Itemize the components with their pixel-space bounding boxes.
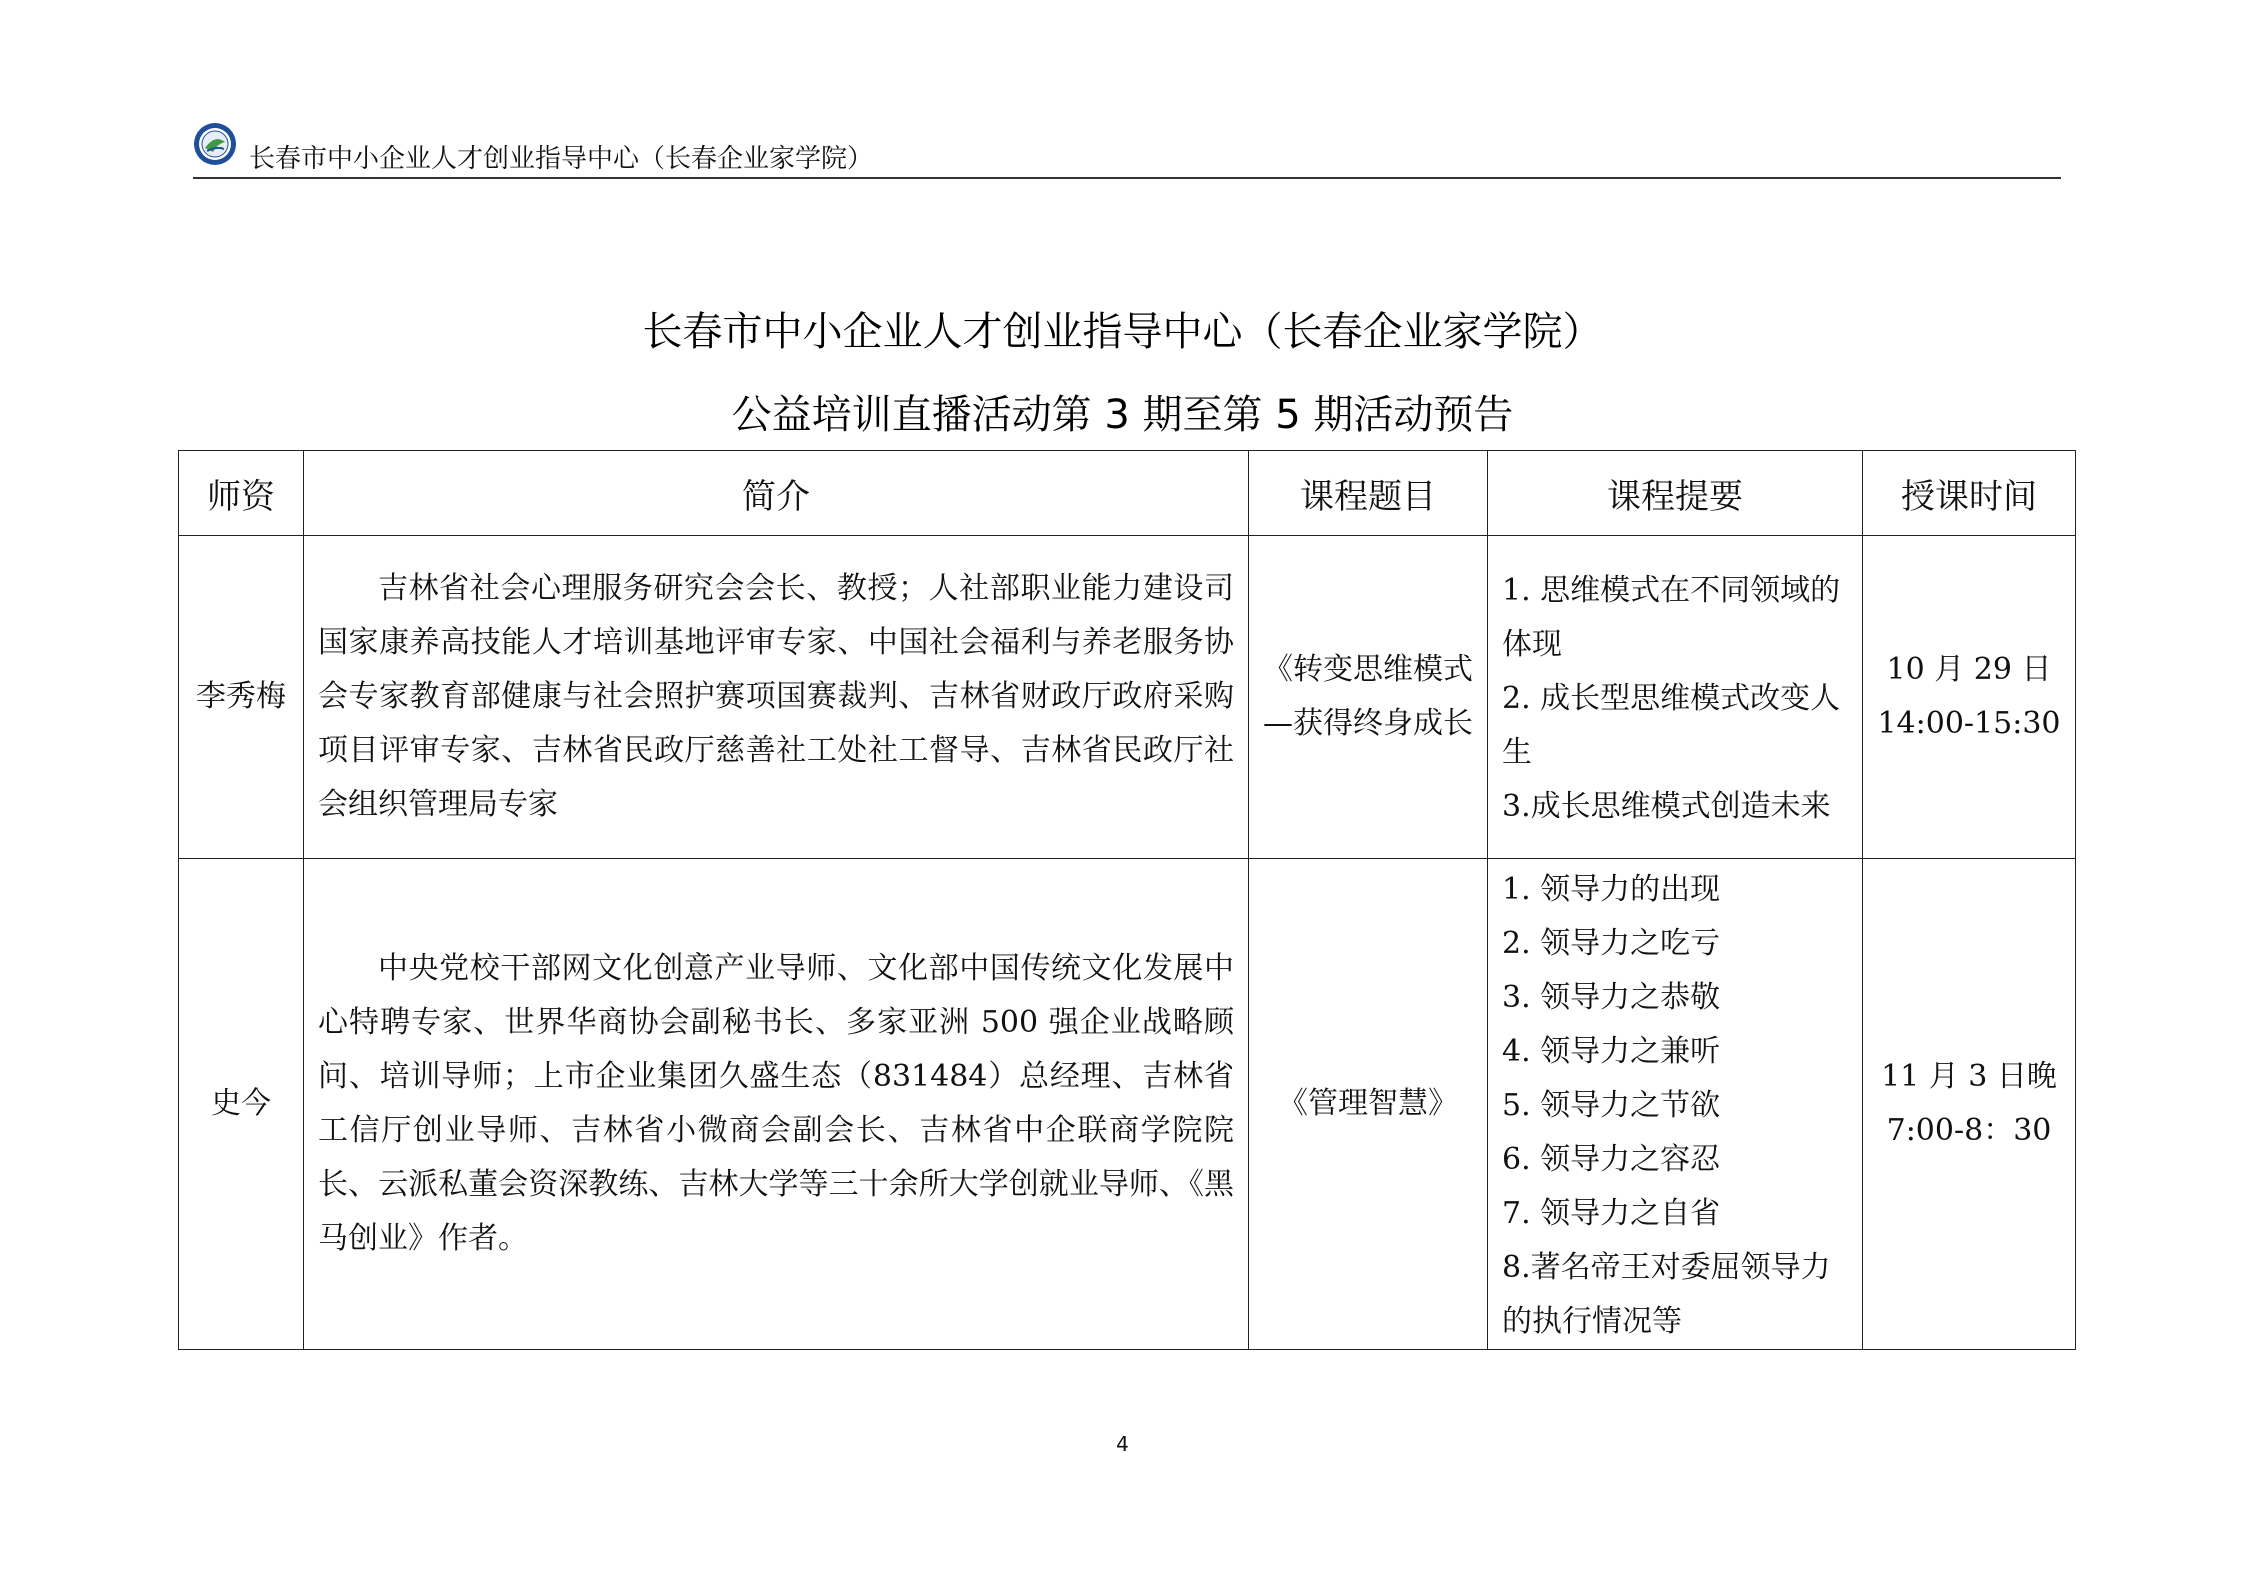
outline-item: 2. 领导力之吃亏 (1502, 926, 1721, 961)
class-date: 11 月 3 日晚 (1881, 1059, 2057, 1094)
course-outline (1488, 536, 1863, 859)
outline-item: 7. 领导力之自省 (1502, 1196, 1721, 1231)
column-header-course-title: 课程题目 (1249, 451, 1488, 536)
table-header-row (179, 451, 2076, 536)
course-title: 《管理智慧》 (1249, 859, 1488, 1350)
column-header-teacher: 师资 (179, 451, 304, 536)
table-row (179, 536, 2076, 859)
column-header-course-outline: 课程提要 (1488, 451, 1863, 536)
institution-logo-icon (193, 122, 237, 166)
class-hours: 14:00-15:30 (1877, 706, 2061, 741)
outline-item: 1. 思维模式在不同领域的体现 (1502, 573, 1841, 662)
class-date: 10 月 29 日 (1886, 652, 2052, 687)
header-text: 长春市中小企业人才创业指导中心（长春企业家学院） (249, 144, 874, 174)
course-outline (1488, 859, 1863, 1350)
teacher-name: 史今 (179, 859, 304, 1350)
outline-item: 3. 领导力之恭敬 (1502, 980, 1721, 1015)
class-hours: 7:00-8：30 (1886, 1113, 2052, 1148)
teacher-name: 李秀梅 (179, 536, 304, 859)
outline-item: 3.成长思维模式创造未来 (1502, 789, 1831, 824)
course-title: 《转变思维模式—获得终身成长 (1249, 536, 1488, 859)
class-time (1863, 536, 2076, 859)
document-title: 长春市中小企业人才创业指导中心（长春企业家学院） (642, 309, 1603, 355)
class-time (1863, 859, 2076, 1350)
teacher-intro: 吉林省社会心理服务研究会会长、教授；人社部职业能力建设司国家康养高技能人才培训基地评审专家、中国社会福利与养老服务协会专家教育部健康与社会照护赛项国赛裁判、吉林省财政厅政府采购项目评审专家、吉林省民政厅慈善社工处社工督导、吉林省民政厅社会组织管理局专家 (304, 536, 1249, 859)
teacher-intro: 中央党校干部网文化创意产业导师、文化部中国传统文化发展中心特聘专家、世界华商协会副秘书长、多家亚洲 500 强企业战略顾问、培训导师；上市企业集团久盛生态（831484）总经理、吉林省工信厅创业导师、吉林省小微商会副会长、吉林省中企联商学院院长、云派私董会资深教练、吉林大学等三十余所大学创就业导师、《黑马创业》作者。 (304, 859, 1249, 1350)
column-header-intro: 简介 (304, 451, 1249, 536)
outline-item: 2. 成长型思维模式改变人生 (1502, 681, 1841, 770)
training-schedule-table (178, 450, 2076, 1350)
outline-item: 8.著名帝王对委屈领导力的执行情况等 (1502, 1250, 1831, 1339)
document-subtitle: 公益培训直播活动第 3 期至第 5 期活动预告 (731, 392, 1514, 438)
outline-item: 4. 领导力之兼听 (1502, 1034, 1721, 1069)
column-header-time: 授课时间 (1863, 451, 2076, 536)
page-number: 4 (1116, 1432, 1129, 1456)
outline-item: 1. 领导力的出现 (1502, 872, 1721, 907)
page-header (193, 120, 2061, 179)
outline-item: 5. 领导力之节欲 (1502, 1088, 1721, 1123)
table-row (179, 859, 2076, 1350)
outline-item: 6. 领导力之容忍 (1502, 1142, 1721, 1177)
